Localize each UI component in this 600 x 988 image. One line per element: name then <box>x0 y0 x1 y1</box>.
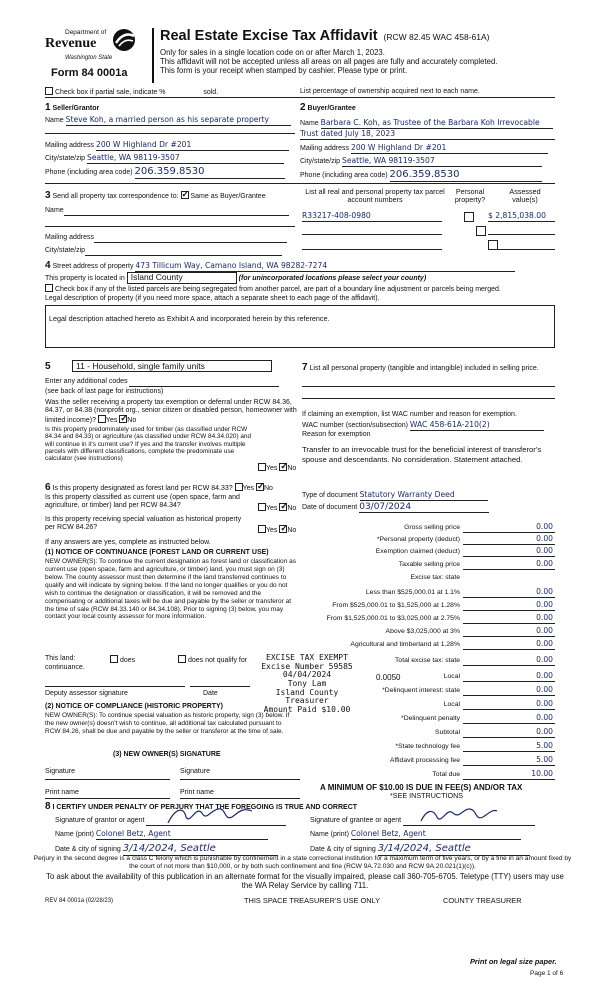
s6-q2-yes-label: Yes <box>266 505 278 512</box>
grantee-date-label: Date & city of signing <box>310 846 376 853</box>
page-number: Page 1 of 6 <box>530 970 564 977</box>
doc-type-label: Type of document <box>302 492 358 499</box>
notice2-text: NEW OWNER(S): To continue special valuation as historic property, sign (3) below. If the new owner(s) doesn't wish to continue, all additional tax calculated pursuant to RCW 84.26, shall be due and payable by the seller or transferor at the time of sale. <box>45 712 290 735</box>
tax-label-taxable: Taxable selling price <box>398 561 460 568</box>
form-title-text: Real Estate Excise Tax Affidavit <box>160 28 378 44</box>
legal-label: Legal description of property (if you need more space, attach a separate sheet to each page of the affidavit). <box>45 295 380 302</box>
seller-mail-field[interactable]: 200 W Highland Dr #201 <box>96 141 289 151</box>
doc-date-label: Date of document <box>302 504 358 511</box>
s5-q1-text: Was the seller receiving a property tax exemption or deferral under RCW 84.36, 84.37, or 84.38 (nonprofit org., senior citizen or disabled person, homeowner with limited income)? <box>45 399 297 425</box>
dor-logo <box>45 24 145 84</box>
new-owner-print-1: Print name <box>45 789 79 796</box>
stamp-line-1: EXCISE TAX EXEMPT <box>266 653 348 662</box>
perjury-note <box>30 855 575 870</box>
tax-label-subtotal: Subtotal <box>435 729 460 736</box>
grantee-date-row <box>310 843 530 856</box>
s6-q1-text: Is this property designated as forest land per RCW 84.33? <box>52 485 233 492</box>
s5-q2-yes-label: Yes <box>266 465 278 472</box>
tax-label-personal: *Personal property (deduct) <box>376 536 460 543</box>
deputy-label: Deputy assessor signature <box>45 690 128 697</box>
tax-label-exemption: Exemption claimed (deduct) <box>375 548 460 555</box>
s5-q2-no-label: No <box>287 465 297 472</box>
grantor-signature-scribble-icon <box>166 803 256 827</box>
parcel-field-2[interactable] <box>302 234 442 235</box>
tax-line-personal <box>463 544 555 545</box>
if-yes-note: If any answers are yes, complete as instructed below. <box>45 539 211 546</box>
section3-num: 3 <box>45 190 51 201</box>
tax-value-exemption[interactable]: 0.00 <box>536 546 553 555</box>
s6-q1 <box>45 482 300 494</box>
same-as-buyer-label: Same as Buyer/Grantee <box>190 193 266 200</box>
tax-line-total-state <box>463 665 555 666</box>
buyer-city-label: City/state/zip <box>300 158 341 165</box>
buyer-num: 2 <box>300 102 306 113</box>
tax-label-r3: From $1,525,000.01 to $3,025,000 at 2.75% <box>326 615 460 622</box>
tax-local-rate[interactable]: 0.0050 <box>376 673 401 682</box>
header-line-2: This affidavit will not be accepted unless all areas on all pages are fully and accurately completed. <box>160 57 498 66</box>
buyer-heading <box>300 102 356 114</box>
s5-q1-yes-label: Yes <box>105 417 118 425</box>
grantor-signature[interactable] <box>146 817 286 826</box>
seller-name-row <box>45 116 295 126</box>
grantee-date-field[interactable]: 3/14/2024, Seattle <box>378 843 530 856</box>
reason-label: Reason for exemption <box>302 431 371 438</box>
tax-value-personal[interactable]: 0.00 <box>536 534 553 543</box>
tax-line-interest-local <box>463 709 555 710</box>
legal-description-text: Legal description attached hereto as Exhibit A and incorporated herein by this reference. <box>49 314 330 323</box>
s5-q1-no[interactable] <box>119 415 127 423</box>
seller-name-line2 <box>45 133 295 134</box>
s6-q3-options <box>258 525 296 535</box>
seller-mail-label: Mailing address <box>45 142 95 149</box>
codes-row <box>45 378 279 387</box>
personal-prop-line-1[interactable] <box>302 386 555 387</box>
new-owner-print-line-1[interactable] <box>45 798 170 799</box>
form-number: Form 84 0001a <box>51 67 128 79</box>
s6-q3-no[interactable] <box>279 525 287 533</box>
county-treasurer: COUNTY TREASURER <box>443 896 522 905</box>
s6-q1-no[interactable] <box>256 483 264 491</box>
new-owner-sig-2: Signature <box>180 768 210 775</box>
doc-type-row <box>302 491 488 501</box>
section7-text: List all personal property (tangible and intangible) included in selling price. <box>309 365 539 372</box>
tax-label-r2: From $525,000.01 to $1,525,000 at 1.28% <box>332 602 460 609</box>
new-owner-print-2: Print name <box>180 789 214 796</box>
stamp-line-5: Island County Treasurer <box>275 687 339 706</box>
located-label: This property is located in <box>45 275 125 282</box>
personal-prop-line-2[interactable] <box>302 398 555 399</box>
notice3-title: (3) NEW OWNER(S) SIGNATURE <box>113 751 221 758</box>
section8-num: 8 <box>45 801 51 812</box>
s3-city-label: City/state/zip <box>45 247 86 254</box>
new-owner-sig-1: Signature <box>45 768 75 775</box>
s5-q1 <box>45 399 300 425</box>
tax-label-penalty: *Delinquent penalty <box>401 715 460 722</box>
street-row <box>45 260 515 272</box>
assessed-field-2[interactable] <box>488 234 555 235</box>
tax-value-subtotal[interactable]: 0.00 <box>536 727 553 736</box>
tax-value-penalty[interactable]: 0.00 <box>536 713 553 722</box>
buyer-mail-label: Mailing address <box>300 145 350 152</box>
legal-description-field[interactable] <box>45 305 555 348</box>
s6-q3-no-label: No <box>287 527 297 534</box>
deputy-sig-line[interactable] <box>45 686 185 687</box>
wac-label: WAC number (section/subsection) <box>302 422 408 429</box>
logo-state: Washington State <box>65 55 113 61</box>
seller-name-label: Name <box>45 117 64 124</box>
partial-sold-label: sold. <box>203 89 219 96</box>
section7-heading <box>302 362 557 374</box>
does-option <box>110 655 135 665</box>
tax-line-local <box>463 681 555 682</box>
alt-format-note: To ask about the availability of this publication in an alternate format for the visually impaired, please call 360-705-6705. Teletype (TTY) users may use the WA Relay Service by calling 711. <box>46 872 564 890</box>
grantee-name-field[interactable]: Colonel Betz, Agent <box>351 830 521 840</box>
tax-label-state: Excise tax: state <box>410 574 460 581</box>
see-instructions: *SEE INSTRUCTIONS <box>390 791 464 800</box>
rev-number: REV 84 0001a (02/28/23) <box>45 898 114 904</box>
s6-q1-no-label: No <box>264 485 273 492</box>
grantee-name-row <box>310 830 521 840</box>
buyer-phone-field[interactable]: 206.359.8530 <box>390 169 542 182</box>
s5-q2-no[interactable] <box>279 463 287 471</box>
codes-label: Enter any additional codes <box>45 378 128 385</box>
tax-value-interest-local[interactable]: 0.00 <box>536 699 553 708</box>
section5-num: 5 <box>45 361 51 372</box>
grantor-name-label: Name (print) <box>55 831 94 838</box>
legal-size-note: Print on legal size paper. <box>470 957 557 966</box>
buyer-name-field[interactable]: Barbara C. Koh, as Trustee of the Barbara Koh Irrevocable <box>321 119 553 129</box>
grantee-name-label: Name (print) <box>310 831 349 838</box>
buyer-mail-row <box>300 144 548 154</box>
tax-line-total <box>463 779 555 780</box>
minimum-note: A MINIMUM OF $10.00 IS DUE IN FEE(S) AND/OR TAX <box>320 783 523 792</box>
tax-line-r3 <box>463 623 555 624</box>
s3-name-row <box>45 207 289 216</box>
grantor-name-field[interactable]: Colonel Betz, Agent <box>96 830 268 840</box>
tax-line-interest <box>463 695 555 696</box>
tax-label-ag: Agricultural and timberland at 1.28% <box>350 641 460 648</box>
seller-mail-row <box>45 141 289 151</box>
tax-value-ag[interactable]: 0.00 <box>536 639 553 648</box>
tax-label-gross: Gross selling price <box>404 524 460 531</box>
tax-value-total-state[interactable]: 0.00 <box>536 655 553 664</box>
s3-city-field[interactable] <box>85 247 282 256</box>
buyer-heading-text: Buyer/Grantee <box>307 105 356 112</box>
stamp-line-4: Tony Lam <box>287 678 327 688</box>
tax-line-exemption <box>463 556 555 557</box>
tax-label-local: Local <box>443 673 460 680</box>
seller-name-field[interactable]: Steve Koh, a married person as his separate property <box>66 116 291 126</box>
section2-rule <box>45 183 555 184</box>
buyer-city-field[interactable]: Seattle, WA 98119-3507 <box>342 157 542 167</box>
doc-date-field[interactable]: 03/07/2024 <box>359 502 489 513</box>
s6-q2-yes[interactable] <box>258 503 266 511</box>
header-line-3: This form is your receipt when stamped by cashier. Please type or print. <box>160 66 408 75</box>
section8-cert: I CERTIFY UNDER PENALTY OF PERJURY THAT THE FOREGOING IS TRUE AND CORRECT <box>52 804 358 811</box>
logo-revenue: Revenue <box>45 36 97 51</box>
s3-name-label: Name <box>45 207 64 214</box>
s6-q2-options <box>258 503 296 513</box>
buyer-name-label: Name <box>300 120 319 127</box>
does-not-option <box>178 655 247 665</box>
personal-checkbox-1[interactable] <box>464 212 474 222</box>
tax-label-interest: *Delinquent interest: state <box>382 687 460 694</box>
personal-checkbox-2[interactable] <box>476 226 486 236</box>
buyer-name-field-2[interactable]: Trust dated July 18, 2023 <box>300 130 555 140</box>
tax-label-total-state: Total excise tax: state <box>395 657 460 664</box>
tax-label-tech: *State technology fee <box>395 743 460 750</box>
buyer-phone-row <box>300 169 542 182</box>
does-label: does <box>119 657 136 664</box>
parcel-list-header: List all real and personal property tax parcel account numbers <box>305 187 445 205</box>
segregated-checkbox[interactable] <box>45 284 53 292</box>
tax-value-total[interactable]: 10.00 <box>531 769 553 778</box>
treasurer-use: THIS SPACE TREASURER'S USE ONLY <box>244 896 381 905</box>
s3-city-row <box>45 247 282 256</box>
use-code-select[interactable]: 11 - Household, single family units <box>72 360 272 372</box>
codes-note: (see back of last page for instructions) <box>45 388 164 395</box>
county-select[interactable]: Island County <box>127 272 237 284</box>
s3-mail-field[interactable] <box>94 234 287 243</box>
assessed-header: Assessed value(s) <box>509 187 541 205</box>
street-field[interactable]: 473 Tillicum Way, Camano Island, WA 98282-7274 <box>135 262 515 272</box>
tax-value-affidavit[interactable]: 5.00 <box>536 755 553 764</box>
grantor-sig-row <box>55 817 286 826</box>
reason-field[interactable]: Transfer to an irrevocable trust for the beneficial interest of transferor's spouse and descendants. No consideration. Statement attached. <box>302 445 542 465</box>
s5-q2-text: Is this property predominately used for timber (as classified under RCW 84.34 and 84.33) or agriculture (as classified under RCW 84.34.020) and will continue in it's current use? If yes and the transfer involves multiple parcels with different classifications, complete the predominate use calculator (see instructions) <box>45 426 252 463</box>
parcel-field-1[interactable]: R33217-408-0980 <box>302 212 442 222</box>
tax-label-r1: Less than $525,000.01 at 1.1% <box>365 589 460 596</box>
wac-field[interactable]: WAC 458-61A-210(2) <box>410 421 544 431</box>
tax-line-r2 <box>463 610 555 611</box>
personal-header: Personal property? <box>454 187 486 205</box>
s6-q1-yes-label: Yes <box>242 485 255 492</box>
seller-num: 1 <box>45 102 51 113</box>
deputy-date-line[interactable] <box>190 686 250 687</box>
header-divider <box>152 28 154 83</box>
seller-heading-text: Seller/Grantor <box>52 105 100 112</box>
does-checkbox[interactable] <box>110 655 118 663</box>
seller-city-field[interactable]: Seattle, WA 98119-3507 <box>87 154 284 164</box>
tax-value-r1[interactable]: 0.00 <box>536 587 553 596</box>
s6-q3-yes-label: Yes <box>266 527 278 534</box>
header-line-1: Only for sales in a single location code on or after March 1, 2023. <box>160 48 385 57</box>
notice2-title: (2) NOTICE OF COMPLIANCE (HISTORIC PROPERTY) <box>45 703 223 710</box>
tax-line-ag <box>463 649 555 650</box>
tax-label-total: Total due <box>432 771 460 778</box>
tax-line-tech <box>463 751 555 752</box>
s6-q2-no-label: No <box>287 505 297 512</box>
assessed-field-1[interactable]: $ 2,815,038.00 <box>488 212 555 222</box>
section6-num: 6 <box>45 482 51 493</box>
stamp-line-6: Amount Paid $10.00 <box>263 704 351 714</box>
segregated-row <box>45 284 560 294</box>
form-rcw: (RCW 82.45 WAC 458-61A) <box>383 32 490 42</box>
revenue-emblem-icon <box>110 27 138 53</box>
does-not-label: does not qualify for <box>187 657 248 664</box>
s5-q2-options <box>258 463 296 473</box>
stamp-line-3: 04/04/2024 <box>282 670 332 680</box>
seller-phone-label: Phone (including area code) <box>45 169 133 176</box>
assessed-field-3[interactable] <box>488 249 555 250</box>
buyer-phone-label: Phone (including area code) <box>300 172 388 179</box>
tax-line-penalty <box>463 723 555 724</box>
grantor-date-row <box>55 843 278 856</box>
s3-name-field[interactable] <box>64 207 289 216</box>
street-label: Street address of property <box>52 263 134 270</box>
does-not-checkbox[interactable] <box>178 655 186 663</box>
tax-label-r4: Above $3,025,000 at 3% <box>385 628 460 635</box>
located-note: (for unincorporated locations please select your county) <box>238 275 427 282</box>
seller-phone-field[interactable]: 206.359.8530 <box>135 166 285 179</box>
s6-q2-text: Is this property classified as current use (open space, farm and agriculture, or timber) land per RCW 84.34? <box>45 494 240 510</box>
continuance-label: continuance. <box>45 664 85 671</box>
grantor-date-field[interactable]: 3/14/2024, Seattle <box>123 843 278 856</box>
stamp-line-2: Excise Number 59585 <box>261 661 353 671</box>
deputy-date-label: Date <box>203 690 218 697</box>
s3-mail-row <box>45 234 287 243</box>
s6-q2-no[interactable] <box>279 503 287 511</box>
tax-value-gross[interactable]: 0.00 <box>536 522 553 531</box>
tax-line-subtotal <box>463 737 555 738</box>
partial-rule <box>45 97 555 98</box>
same-as-buyer-checkbox[interactable] <box>181 191 189 199</box>
seller-city-label: City/state/zip <box>45 155 86 162</box>
buyer-city-row <box>300 157 542 167</box>
tax-value-tech[interactable]: 5.00 <box>536 741 553 750</box>
logo-dept: Department of <box>65 29 107 36</box>
notice1-title: (1) NOTICE OF CONTINUANCE (FOREST LAND OR CURRENT USE) <box>45 549 269 556</box>
this-land-label: This land: <box>45 655 76 662</box>
grantee-signature-scribble-icon <box>419 803 499 827</box>
seller-heading <box>45 102 99 114</box>
tax-line-gross <box>463 532 555 533</box>
partial-sale-checkbox[interactable] <box>45 87 53 95</box>
codes-field[interactable] <box>129 378 279 387</box>
doc-date-row <box>302 502 489 513</box>
section7-num: 7 <box>302 362 308 373</box>
s3-mail-label: Mailing address <box>45 234 95 241</box>
section3-heading <box>45 190 266 202</box>
s6-q1-yes[interactable] <box>235 483 243 491</box>
tax-value-r4[interactable]: 0.00 <box>536 626 553 635</box>
section3-text: Send all property tax correspondence to: <box>52 193 179 200</box>
grantee-signature[interactable] <box>403 817 535 826</box>
new-owner-print-line-2[interactable] <box>180 798 300 799</box>
s5-q2 <box>45 426 257 463</box>
s5-q2-yes[interactable] <box>258 463 266 471</box>
exempt-label: If claiming an exemption, list WAC number and reason for exemption. <box>302 411 517 418</box>
wac-row <box>302 421 544 431</box>
s3-name-line2 <box>45 226 295 227</box>
perjury-text: Perjury in the second degree is a class C felony which is punishable by confinement in a state correctional institution for a maximum term of five years, or by a fine in an amount fixed by the court of not more than $10,000, or by both such confinement and fine (RCW 9A.72.030 and RCW 9A.20.021(1)(c)). <box>33 855 572 870</box>
seller-phone-row <box>45 166 285 179</box>
notice1-text: NEW OWNER(S): To continue the current designation as forest land or classification as current use (open space, farm and agriculture, or timber) land, you must sign on (3) below. The county assessor must then determine if the land transferred continues to qualify and will indicate by signing below. If the land no longer qualifies or you do not wish to continue the designation or classification, it will be removed and the compensating or additional taxes will be due and payable by the seller or transferor at the time of sale (RCW 84.33.140 or 84.34.108). Prior to signing (3) below, you may contact your local county assessor for more information. <box>45 558 296 621</box>
partial-sale-label: Check box if partial sale, indicate % <box>54 89 166 96</box>
new-owner-sig-line-1[interactable] <box>45 779 170 780</box>
tax-value-r2[interactable]: 0.00 <box>536 600 553 609</box>
list-pct-note: List percentage of ownership acquired next to each name. <box>300 88 480 95</box>
tax-value-r3[interactable]: 0.00 <box>536 613 553 622</box>
buyer-mail-field[interactable]: 200 W Highland Dr #201 <box>351 144 548 154</box>
tax-value-local[interactable]: 0.00 <box>536 671 553 680</box>
s6-q3-text: Is this property receiving special valuation as historical property per RCW 84.26? <box>45 516 242 532</box>
doc-type-field[interactable]: Statutory Warranty Deed <box>360 491 488 501</box>
tax-line-r1 <box>463 597 555 598</box>
section4-num: 4 <box>45 260 51 271</box>
grantee-sig-row <box>310 817 535 826</box>
form-title <box>160 28 490 45</box>
this-land-row <box>45 655 75 663</box>
parcel-field-3[interactable] <box>302 249 442 250</box>
tax-line-taxable <box>463 569 555 570</box>
grantor-sig-label: Signature of grantor or agent <box>55 817 145 824</box>
seller-city-row <box>45 154 284 164</box>
located-row <box>45 272 426 284</box>
grantee-sig-label: Signature of grantee or agent <box>310 817 402 824</box>
tax-label-affidavit: Affidavit processing fee <box>389 757 460 764</box>
tax-value-interest[interactable]: 0.00 <box>536 685 553 694</box>
tax-label-interest-local: Local <box>443 701 460 708</box>
s5-q1-yes[interactable] <box>98 415 106 423</box>
tax-value-taxable[interactable]: 0.00 <box>536 559 553 568</box>
grantor-name-row <box>55 830 268 840</box>
grantor-date-label: Date & city of signing <box>55 846 121 853</box>
s6-q3-yes[interactable] <box>258 525 266 533</box>
segregated-label: Check box if any of the listed parcels are being segregated from another parcel, are part of a boundary line adjustment or parcels being merged. <box>54 286 501 293</box>
tax-line-affidavit <box>463 765 555 766</box>
new-owner-sig-line-2[interactable] <box>180 779 300 780</box>
tax-line-r4 <box>463 636 555 637</box>
buyer-name-row <box>300 119 555 129</box>
s5-q1-no-label: No <box>127 417 137 425</box>
